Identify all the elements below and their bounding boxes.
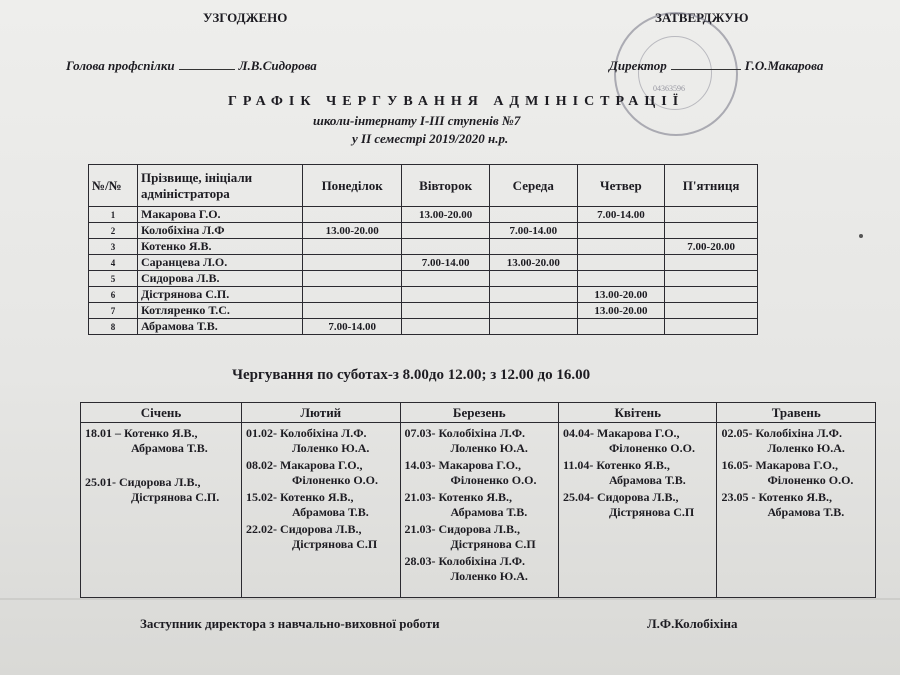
cell-monday (303, 207, 402, 223)
duty-table-row (89, 207, 758, 223)
month-entries-cell (400, 423, 558, 598)
month-entries-cell (81, 423, 242, 598)
entry-person-1: Макарова Г.О., (597, 426, 680, 440)
entry-person-1: Котенко Я.В., (438, 490, 513, 504)
cell-tuesday (402, 319, 490, 335)
row-number: 3 (89, 239, 138, 255)
cell-wednesday: 7.00-14.00 (489, 223, 577, 239)
row-admin-name: Котенко Я.В. (138, 239, 303, 255)
paper-speck (859, 234, 863, 238)
entry-person-2: Дістрянова С.П. (131, 490, 220, 504)
entry-person-1: Сидорова Л.В., (119, 475, 201, 489)
duty-entry (721, 426, 871, 456)
entry-person-2: Лоленко Ю.А. (450, 569, 528, 583)
entry-person-1: Колобіхіна Л.Ф. (438, 554, 526, 568)
union-signature-line (66, 58, 317, 74)
entry-person-1: Колобіхіна Л.Ф. (438, 426, 526, 440)
duty-entry (405, 554, 554, 584)
entry-person-1: Макарова Г.О., (280, 458, 363, 472)
row-number: 2 (89, 223, 138, 239)
director-signature-line (609, 58, 823, 74)
entry-date: 28.03- (404, 554, 436, 568)
row-admin-name: Дістрянова С.П. (138, 287, 303, 303)
director-role: Директор (609, 58, 667, 73)
col-header-tuesday: Вівторок (402, 165, 490, 207)
row-admin-name: Абрамова Т.В. (138, 319, 303, 335)
cell-wednesday: 13.00-20.00 (489, 255, 577, 271)
official-stamp (614, 12, 738, 136)
cell-wednesday (489, 207, 577, 223)
entry-date: 04.04- (563, 426, 594, 440)
cell-friday (665, 303, 758, 319)
duty-table-row (89, 319, 758, 335)
duty-entry (563, 490, 712, 520)
row-number: 5 (89, 271, 138, 287)
month-header: Березень (400, 403, 558, 423)
entry-date: 25.04- (563, 490, 594, 504)
duty-table-row (89, 223, 758, 239)
cell-tuesday (402, 223, 490, 239)
entry-spacer (85, 458, 237, 475)
months-entries-row (81, 423, 876, 598)
cell-tuesday (402, 303, 490, 319)
col-header-monday: Понеділок (303, 165, 402, 207)
entry-person-1: Макарова Г.О., (438, 458, 522, 472)
cell-friday (665, 223, 758, 239)
duty-table-row (89, 303, 758, 319)
row-admin-name: Саранцева Л.О. (138, 255, 303, 271)
cell-tuesday (402, 239, 490, 255)
stamp-code: 04363596 (653, 84, 685, 93)
row-number: 8 (89, 319, 138, 335)
duty-table-row (89, 271, 758, 287)
entry-person-2: Лоленко Ю.А. (767, 441, 845, 455)
duty-entry (405, 490, 554, 520)
cell-friday (665, 207, 758, 223)
paper-fold (0, 598, 900, 600)
cell-tuesday (402, 287, 490, 303)
signature-underline (179, 69, 235, 70)
entry-date: 01.02- (246, 426, 278, 440)
cell-monday (303, 303, 402, 319)
entry-date: 08.02- (246, 458, 278, 472)
cell-tuesday: 7.00-14.00 (402, 255, 490, 271)
duty-entry (405, 458, 554, 488)
month-entries-cell (717, 423, 876, 598)
entry-person-1: Сидорова Л.В., (438, 522, 520, 536)
entry-date: 02.05- (721, 426, 753, 440)
entry-person-2: Філоненко О.О. (767, 473, 854, 487)
cell-thursday (577, 255, 665, 271)
duty-entry (563, 458, 712, 488)
cell-thursday (577, 239, 665, 255)
saturday-duty-title: Чергування по суботах-з 8.00до 12.00; з 12.00 до 16.00 (232, 367, 591, 383)
entry-person-1: Сидорова Л.В., (597, 490, 679, 504)
col-header-name: Прізвище, ініціали адміністратора (138, 165, 303, 207)
duty-entry (405, 426, 554, 456)
cell-friday (665, 271, 758, 287)
duty-table-row (89, 255, 758, 271)
cell-wednesday (489, 239, 577, 255)
cell-monday (303, 239, 402, 255)
duty-entry (563, 426, 712, 456)
entry-date: 25.01- (85, 475, 116, 489)
document-subtitle-school: школи-інтернату І-ІІІ ступенів №7 (313, 113, 521, 128)
entry-person-1: Колобіхіна Л.Ф. (280, 426, 367, 440)
duty-table-row (89, 239, 758, 255)
entry-person-2: Дістрянова С.П (450, 537, 536, 551)
entry-person-1: Котенко Я.В., (596, 458, 670, 472)
cell-friday: 7.00-20.00 (665, 239, 758, 255)
entry-person-2: Абрамова Т.В. (131, 441, 208, 455)
entry-date: 18.01 – (85, 426, 121, 440)
duty-entry (85, 475, 237, 505)
cell-thursday (577, 271, 665, 287)
entry-person-2: Абрамова Т.В. (292, 505, 369, 519)
entry-person-1: Котенко Я.В., (280, 490, 354, 504)
entry-date: 11.04- (563, 458, 594, 472)
entry-person-2: Абрамова Т.В. (767, 505, 845, 519)
row-admin-name: Колобіхіна Л.Ф (138, 223, 303, 239)
entry-person-2: Абрамова Т.В. (609, 473, 686, 487)
entry-date: 16.05- (721, 458, 753, 472)
signature-underline (671, 69, 741, 70)
cell-friday (665, 319, 758, 335)
cell-tuesday (402, 271, 490, 287)
row-admin-name: Котляренко Т.С. (138, 303, 303, 319)
entry-date: 07.03- (404, 426, 436, 440)
duty-table-row (89, 287, 758, 303)
entry-person-2: Лоленко Ю.А. (292, 441, 370, 455)
entry-person-2: Філоненко О.О. (450, 473, 537, 487)
cell-thursday (577, 319, 665, 335)
row-number: 4 (89, 255, 138, 271)
entry-person-1: Сидорова Л.В., (280, 522, 362, 536)
row-admin-name: Макарова Г.О. (138, 207, 303, 223)
col-header-wednesday: Середа (489, 165, 577, 207)
document-subtitle-semester: у ІІ семестрі 2019/2020 н.р. (352, 131, 509, 146)
entry-date: 14.03- (404, 458, 436, 472)
entry-person-2: Філоненко О.О. (609, 441, 695, 455)
month-entries-cell (559, 423, 717, 598)
entry-person-2: Абрамова Т.В. (450, 505, 528, 519)
agreed-label: УЗГОДЖЕНО (203, 10, 288, 25)
col-header-thursday: Четвер (577, 165, 665, 207)
cell-thursday: 13.00-20.00 (577, 303, 665, 319)
cell-wednesday (489, 287, 577, 303)
duty-entry (85, 426, 237, 456)
entry-person-1: Макарова Г.О., (755, 458, 839, 472)
footer-name: Л.Ф.Колобіхіна (647, 616, 738, 631)
month-entries-cell (242, 423, 400, 598)
entry-date: 22.02- (246, 522, 278, 536)
month-header: Квітень (559, 403, 717, 423)
entry-date: 23.05 (721, 490, 749, 504)
entry-date: 21.03- (404, 490, 436, 504)
duty-entry (246, 426, 395, 456)
duty-entry (246, 490, 395, 520)
month-header: Лютий (242, 403, 400, 423)
entry-person-2: Дістрянова С.П (292, 537, 378, 551)
cell-thursday: 7.00-14.00 (577, 207, 665, 223)
entry-person-1: Колобіхіна Л.Ф. (755, 426, 842, 440)
cell-wednesday (489, 319, 577, 335)
month-header: Січень (81, 403, 242, 423)
director-name: Г.О.Макарова (744, 58, 824, 73)
cell-monday: 7.00-14.00 (303, 319, 402, 335)
cell-tuesday: 13.00-20.00 (402, 207, 490, 223)
duty-entry (721, 458, 871, 488)
row-number: 1 (89, 207, 138, 223)
row-number: 7 (89, 303, 138, 319)
col-header-friday: П'ятниця (665, 165, 758, 207)
entry-date: 21.03- (404, 522, 436, 536)
months-header-row (81, 403, 876, 423)
cell-friday (665, 255, 758, 271)
cell-friday (665, 287, 758, 303)
duty-entry (246, 458, 395, 488)
footer-role: Заступник директора з навчально-виховної роботи (140, 616, 440, 631)
cell-wednesday (489, 303, 577, 319)
entry-person-1: - Котенко Я.В., (751, 490, 832, 504)
cell-monday: 13.00-20.00 (303, 223, 402, 239)
union-name: Л.В.Сидорова (238, 58, 317, 73)
approve-label: ЗАТВЕРДЖУЮ (655, 10, 749, 25)
cell-monday (303, 287, 402, 303)
saturday-schedule-table (80, 402, 876, 598)
cell-monday (303, 255, 402, 271)
row-number: 6 (89, 287, 138, 303)
duty-entry (721, 490, 871, 520)
duty-table-header-row (89, 165, 758, 207)
entry-person-1: Котенко Я.В., (124, 426, 198, 440)
entry-person-2: Лоленко Ю.А. (450, 441, 528, 455)
document-title: ГРАФІК ЧЕРГУВАННЯ АДМІНІСТРАЦІЇ (228, 94, 685, 109)
cell-thursday (577, 223, 665, 239)
duty-schedule-table (88, 164, 758, 335)
cell-monday (303, 271, 402, 287)
cell-wednesday (489, 271, 577, 287)
entry-person-2: Дістрянова С.П (609, 505, 695, 519)
union-role: Голова профспілки (66, 58, 175, 73)
row-admin-name: Сидорова Л.В. (138, 271, 303, 287)
duty-entry (405, 522, 554, 552)
entry-person-2: Філоненко О.О. (292, 473, 378, 487)
duty-entry (246, 522, 395, 552)
entry-date: 15.02- (246, 490, 278, 504)
month-header: Травень (717, 403, 876, 423)
cell-thursday: 13.00-20.00 (577, 287, 665, 303)
col-header-number: №/№ (89, 165, 138, 207)
